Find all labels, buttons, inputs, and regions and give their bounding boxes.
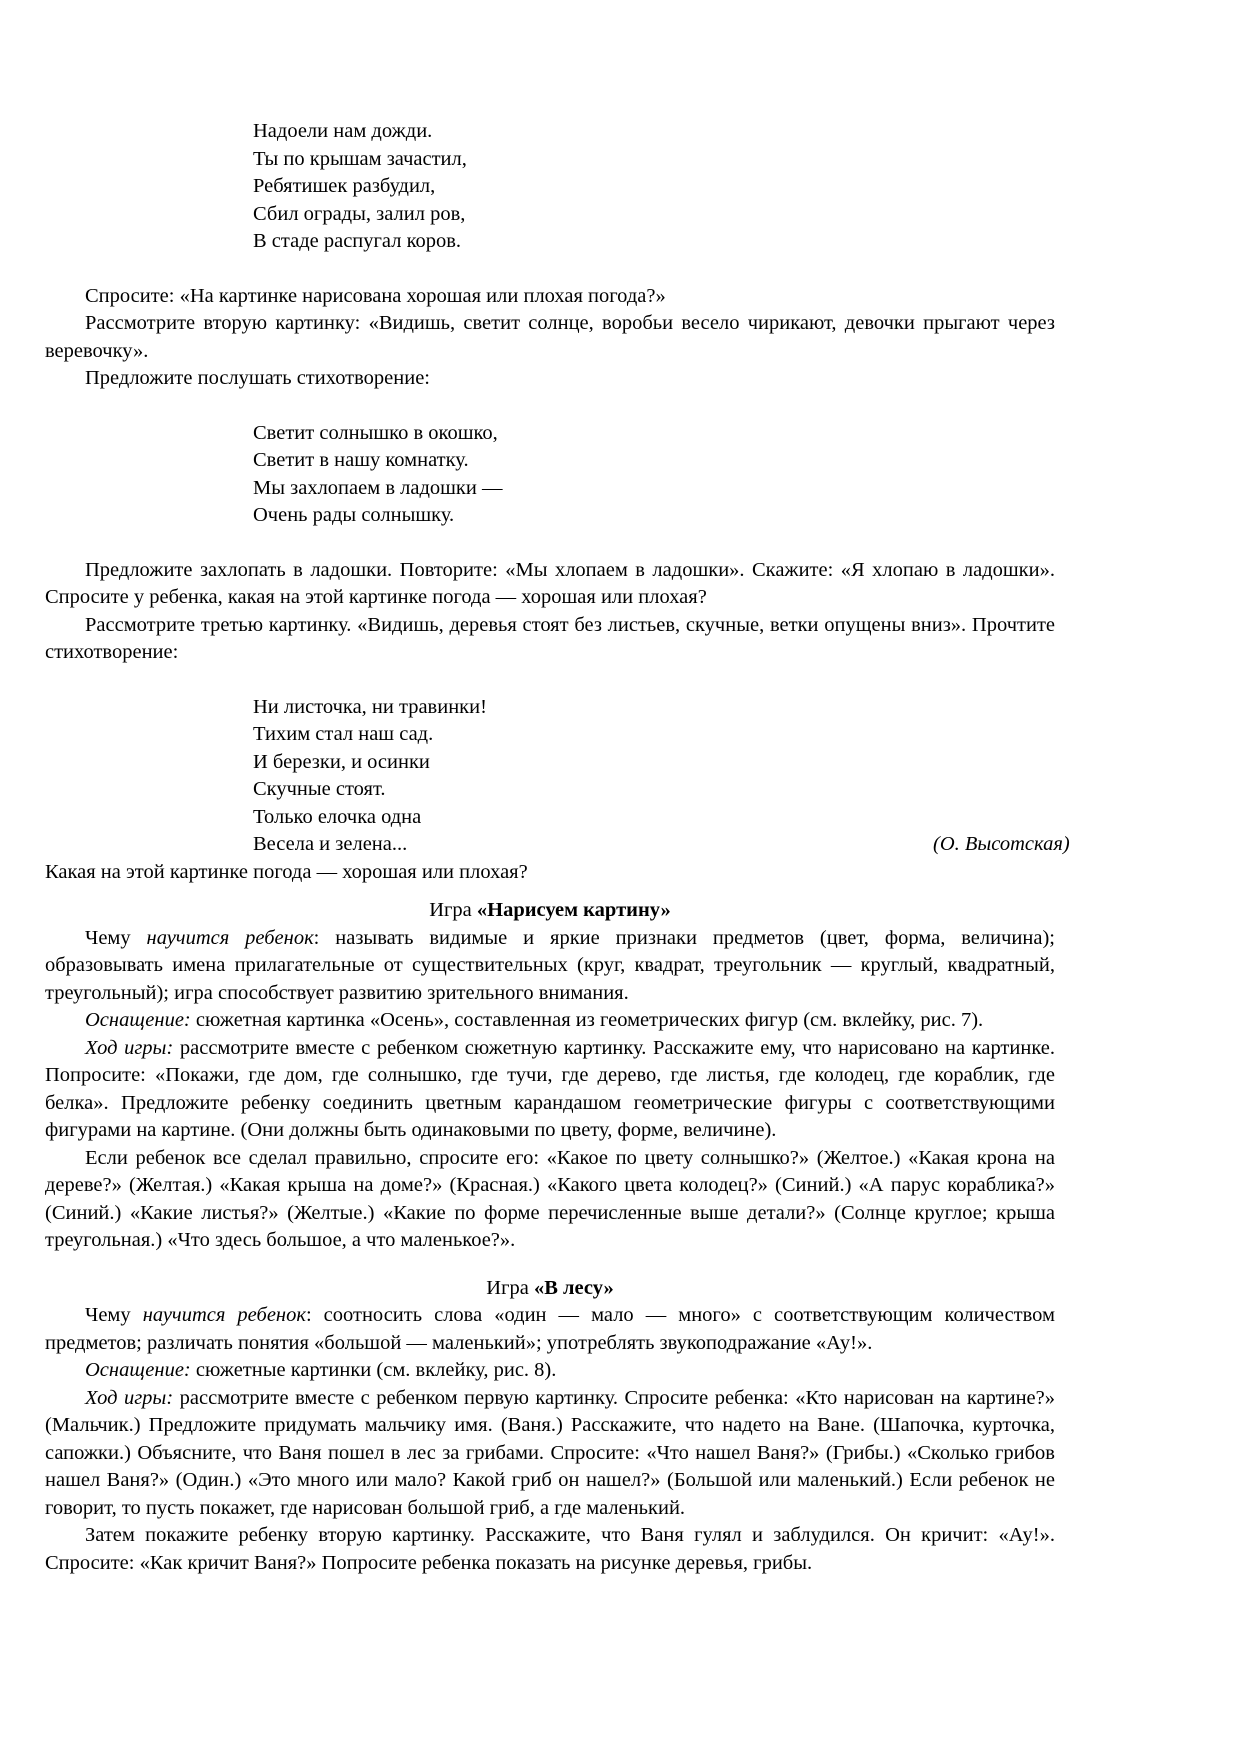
spacer bbox=[45, 667, 1055, 694]
equipment-body: сюжетные картинки (см. вклейку, рис. 8). bbox=[190, 1359, 557, 1381]
poem-line: И березки, и осинки bbox=[253, 750, 430, 773]
poem-line: Весела и зелена... bbox=[253, 833, 408, 855]
poem-line: Ребятишек разбудил, bbox=[253, 175, 436, 197]
game-heading-in-the-forest bbox=[45, 1275, 1055, 1303]
course-label: Ход игры: bbox=[85, 1036, 174, 1059]
spacer bbox=[45, 530, 1055, 557]
poem-line: Ты по крышам зачастил, bbox=[253, 147, 467, 170]
paragraph-offer-poem: Предложите послушать стихотворение: bbox=[85, 367, 431, 389]
spacer bbox=[45, 1255, 1055, 1275]
poem-line: Скучные стоят. bbox=[253, 778, 386, 800]
poem-autumn bbox=[253, 694, 1070, 859]
poem-attribution: (О. Высотская) bbox=[933, 833, 1070, 855]
poem-line: Только елочка одна bbox=[253, 805, 422, 828]
poem-line: В стаде распугал коров. bbox=[253, 230, 462, 252]
learn-label: Чему bbox=[85, 926, 147, 949]
spacer bbox=[45, 256, 1055, 283]
game-heading-prefix: Игра bbox=[429, 899, 477, 921]
learn-body: : называть видимые и яркие признаки предметов (цвет, форма, величина); образовывать имена прилагательные от существительных (круг, квадрат, треугольник — круглый, квадратный, треугольный); игра способствует развитию зрительного внимания. bbox=[45, 926, 1055, 1004]
equipment-label: Оснащение: bbox=[85, 1009, 191, 1031]
paragraph-game1-equipment bbox=[45, 1007, 1055, 1035]
poem-line: Тихим стал наш сад. bbox=[253, 723, 434, 745]
paragraph-game2-learn bbox=[45, 1302, 1055, 1357]
poem-last-line-row bbox=[253, 831, 1070, 859]
paragraph-second-picture: Рассмотрите вторую картинку: «Видишь, светит солнце, воробьи весело чирикают, девочки прыгают через веревочку». bbox=[45, 312, 1055, 362]
poem-rain bbox=[253, 118, 1055, 256]
paragraph-ask-weather: Спросите: «На картинке нарисована хорошая или плохая погода?» bbox=[85, 284, 666, 307]
game-heading-prefix: Игра bbox=[486, 1276, 534, 1299]
poem-line: Светит солнышко в окошко, bbox=[253, 421, 498, 444]
poem-line: Очень рады солнышку. bbox=[253, 504, 455, 526]
learn-label: Чему bbox=[85, 1304, 143, 1326]
learn-body: : соотносить слова «один — мало — много» с соответствующим количеством предметов; различать понятия «большой — маленький»; употреблять звукоподражание «Ау!». bbox=[45, 1304, 1055, 1354]
paragraph-game2-course bbox=[45, 1385, 1055, 1523]
paragraph-game2-equipment bbox=[45, 1357, 1055, 1385]
poem-sun bbox=[253, 420, 1055, 530]
paragraph-clap-hands: Предложите захлопать в ладошки. Повторите: «Мы хлопаем в ладошки». Скажите: «Я хлопаю в ладошки». Спросите у ребенка, какая на этой картинке погода — хорошая или плохая? bbox=[45, 558, 1055, 608]
poem-line: Надоели нам дожди. bbox=[253, 120, 433, 142]
poem-line: Ни листочка, ни травинки! bbox=[253, 695, 487, 718]
equipment-label: Оснащение: bbox=[85, 1359, 191, 1381]
poem-line: Мы захлопаем в ладошки — bbox=[253, 476, 503, 499]
paragraph-game1-extra: Если ребенок все сделал правильно, спросите его: «Какое по цвету солнышко?» (Желтое.) «Какая крона на дереве?» (Желтая.) «Какая крыша на доме?» (Красная.) «Какого цвета колодец?» (Синий.) «А парус кораблика?» (Синий.) «Какие листья?» (Желтые.) «Какие по форме перечисленные выше детали?» (Солнце круглое; крыша треугольная.) «Что здесь большое, а что маленькое?». bbox=[45, 1146, 1055, 1251]
course-label: Ход игры: bbox=[85, 1386, 174, 1409]
document-page bbox=[45, 118, 1070, 1577]
paragraph-game1-course bbox=[45, 1035, 1055, 1145]
learn-label-emphasis: научится ребенок bbox=[146, 926, 314, 949]
paragraph-game1-learn bbox=[45, 925, 1055, 1008]
learn-label-emphasis: научится ребенок bbox=[142, 1304, 306, 1326]
game-heading-draw-a-picture bbox=[45, 897, 1055, 925]
paragraph-third-picture: Рассмотрите третью картинку. «Видишь, деревья стоят без листьев, скучные, ветки опущены вниз». Прочтите стихотворение: bbox=[45, 613, 1055, 663]
game-heading-title: «В лесу» bbox=[533, 1276, 614, 1299]
poem-line: Светит в нашу комнатку. bbox=[253, 449, 469, 471]
poem-line: Сбил ограды, залил ров, bbox=[253, 202, 466, 225]
course-body: рассмотрите вместе с ребенком первую картинку. Спросите ребенка: «Кто нарисован на картине?» (Мальчик.) Предложите придумать мальчику имя. (Ваня.) Расскажите, что надето на Ване. (Шапочка, курточка, сапожки.) Объясните, что Ваня пошел в лес за грибами. Спросите: «Что нашел Ваня?» (Грибы.) «Сколько грибов нашел Ваня?» (Один.) «Это много или мало? Какой гриб он нашел?» (Большой или маленький.) Если ребенок не говорит, то пусть покажет, где нарисован большой гриб, а где маленький. bbox=[45, 1386, 1055, 1519]
course-body: рассмотрите вместе с ребенком сюжетную картинку. Расскажите ему, что нарисовано на картинке. Попросите: «Покажи, где дом, где солнышко, где тучи, где дерево, где листья, где колодец, где кораблик, где белка». Предложите ребенку соединить цветным карандашом геометрические фигуры с соответствующими фигурами на картине. (Они должны быть одинаковыми по цвету, форме, величине). bbox=[45, 1036, 1056, 1141]
spacer bbox=[45, 393, 1055, 420]
game-heading-title: «Нарисуем картину» bbox=[476, 899, 671, 921]
equipment-body: сюжетная картинка «Осень», составленная из геометрических фигур (см. вклейку, рис. 7). bbox=[190, 1009, 984, 1031]
paragraph-game2-final: Затем покажите ребенку вторую картинку. Расскажите, что Ваня гулял и заблудился. Он кричит: «Ау!». Спросите: «Как кричит Ваня?» Попросите ребенка показать на рисунке деревья, грибы. bbox=[45, 1524, 1055, 1574]
spacer bbox=[45, 886, 1055, 897]
paragraph-which-weather: Какая на этой картинке погода — хорошая или плохая? bbox=[45, 860, 528, 883]
